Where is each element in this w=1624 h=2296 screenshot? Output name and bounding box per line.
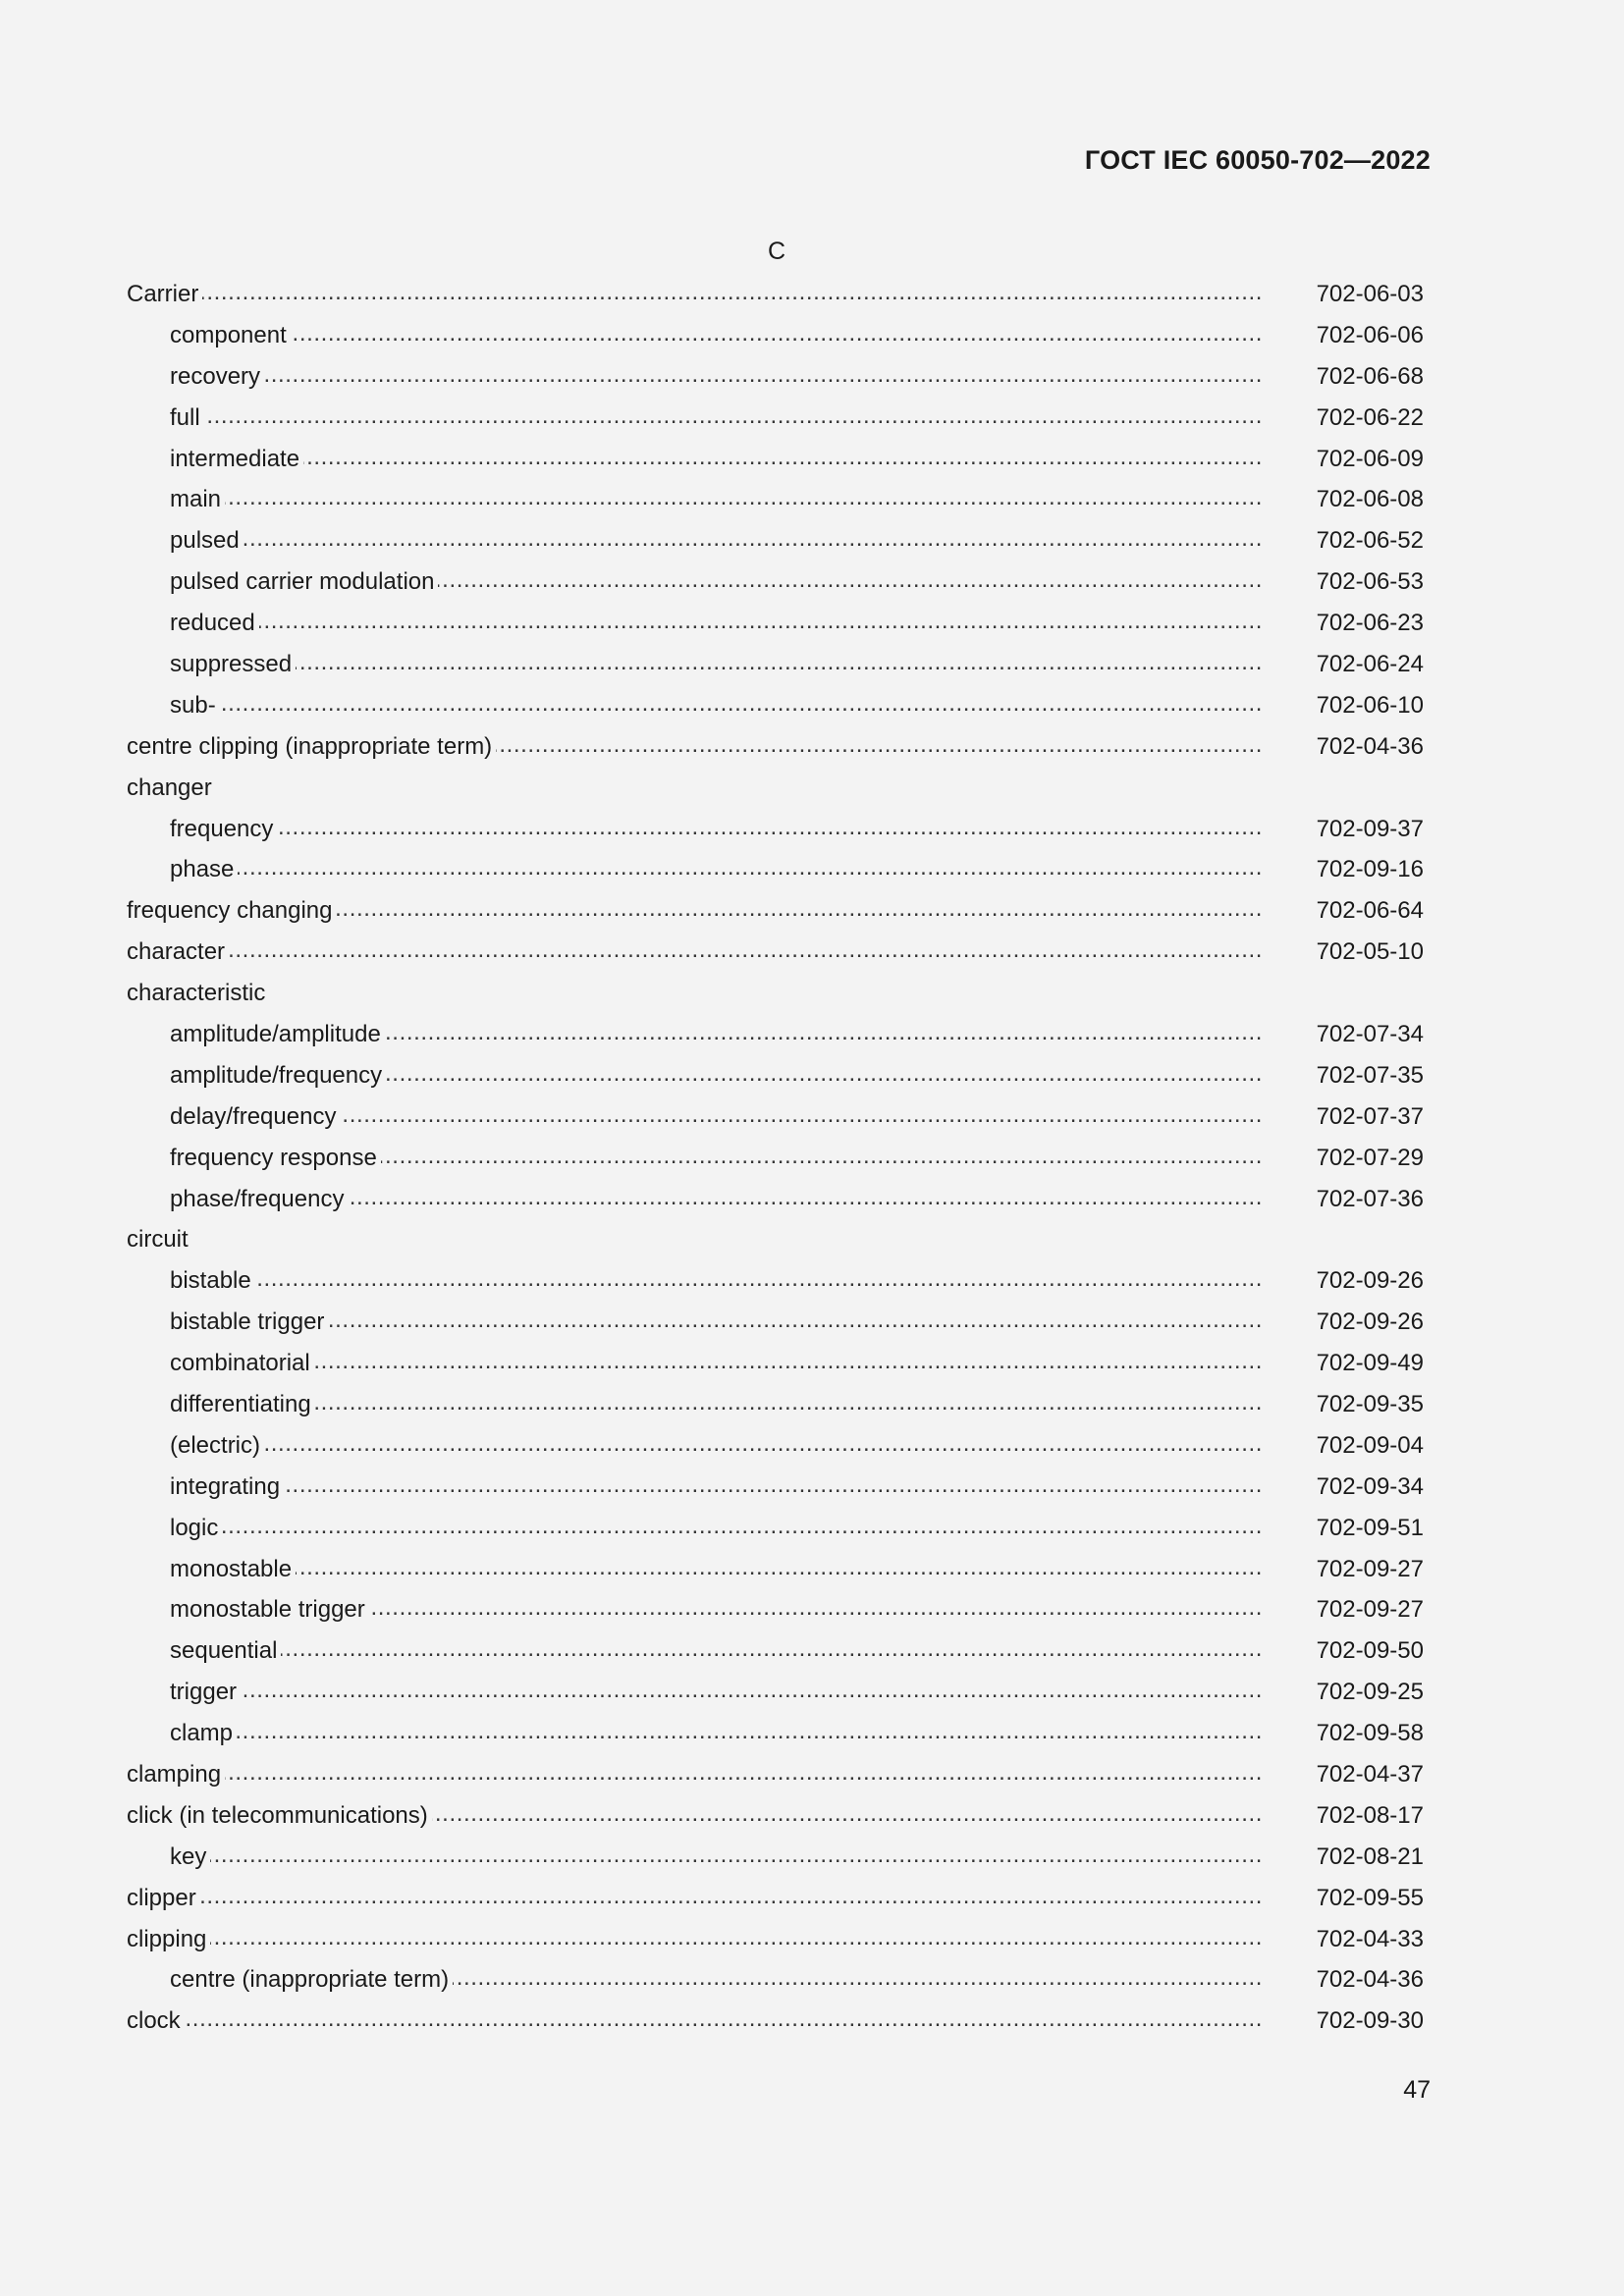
index-reference: 702-06-22 — [1316, 403, 1424, 431]
index-entry — [127, 1630, 1424, 1672]
index-entry — [127, 1014, 1424, 1055]
index-reference: 702-07-37 — [1316, 1102, 1424, 1130]
index-entry — [127, 1795, 1424, 1837]
index-entry — [127, 315, 1424, 356]
dot-leader — [202, 281, 1263, 308]
index-entry — [127, 1467, 1424, 1508]
index-entry — [127, 685, 1424, 726]
dot-leader — [496, 733, 1263, 761]
index-entry — [127, 1055, 1424, 1096]
index-entry — [127, 1919, 1424, 1960]
index-entry — [127, 1590, 1424, 1631]
dot-leader — [296, 1556, 1263, 1583]
index-entry — [127, 1754, 1424, 1795]
index-reference: 702-06-68 — [1316, 362, 1424, 390]
dot-leader — [369, 1596, 1263, 1624]
index-entry — [127, 2001, 1424, 2042]
index-term: frequency changing — [127, 897, 333, 925]
index-term: differentiating — [170, 1390, 311, 1417]
index-entry — [127, 274, 1424, 315]
index-term: component — [170, 321, 287, 348]
index-reference: 702-06-23 — [1316, 610, 1424, 637]
document-header: ГОСТ IEC 60050-702—2022 — [1084, 145, 1431, 175]
index-reference: 702-04-33 — [1316, 1925, 1424, 1952]
index-entry — [127, 768, 1424, 809]
dot-leader — [336, 897, 1263, 925]
index-reference: 702-06-06 — [1316, 321, 1424, 348]
dot-leader — [381, 1145, 1263, 1172]
index-entry — [127, 809, 1424, 850]
index-reference: 702-06-53 — [1316, 568, 1424, 596]
index-term: monostable trigger — [170, 1596, 365, 1624]
index-reference: 702-06-10 — [1316, 691, 1424, 719]
dot-leader — [284, 1473, 1263, 1501]
index-reference: 702-05-10 — [1316, 938, 1424, 966]
index-term: centre clipping (inappropriate term) — [127, 732, 493, 760]
dot-leader — [303, 446, 1263, 473]
index-term: amplitude/frequency — [170, 1061, 383, 1089]
index-entry — [127, 1960, 1424, 2002]
index-reference: 702-09-27 — [1316, 1555, 1424, 1582]
index-term: clipper — [127, 1884, 196, 1911]
dot-leader — [328, 1308, 1263, 1336]
index-entry — [127, 603, 1424, 644]
dot-leader — [315, 1391, 1263, 1418]
index-entry — [127, 1260, 1424, 1302]
index-term: intermediate — [170, 445, 300, 472]
dot-leader — [296, 651, 1263, 678]
index-entry — [127, 849, 1424, 890]
index-reference: 702-09-34 — [1316, 1472, 1424, 1500]
index-term: bistable — [170, 1267, 251, 1295]
index-term: click (in telecommunications) — [127, 1801, 428, 1829]
index-term: phase/frequency — [170, 1185, 345, 1212]
index-term: characteristic — [127, 980, 266, 1007]
index-term: monostable — [170, 1555, 293, 1582]
index-term: sub- — [170, 691, 216, 719]
index-entry — [127, 1219, 1424, 1260]
index-reference: 702-04-36 — [1316, 732, 1424, 760]
index-reference: 702-06-64 — [1316, 897, 1424, 925]
index-term: clamp — [170, 1720, 234, 1747]
dot-leader — [255, 1267, 1263, 1295]
index-entry — [127, 1837, 1424, 1878]
dot-leader — [220, 692, 1263, 720]
index-list — [127, 274, 1424, 2042]
index-entry — [127, 1508, 1424, 1549]
dot-leader — [385, 1021, 1263, 1048]
index-term: Carrier — [127, 280, 199, 307]
index-entry — [127, 1096, 1424, 1138]
index-reference: 702-09-51 — [1316, 1514, 1424, 1541]
dot-leader — [264, 363, 1263, 391]
index-reference: 702-04-37 — [1316, 1761, 1424, 1788]
index-term: reduced — [170, 610, 255, 637]
index-reference: 702-07-35 — [1316, 1061, 1424, 1089]
index-term: pulsed carrier modulation — [170, 568, 435, 596]
index-entry — [127, 1672, 1424, 1713]
index-reference: 702-06-52 — [1316, 527, 1424, 555]
index-entry — [127, 1343, 1424, 1384]
index-term: trigger — [170, 1679, 238, 1706]
index-reference: 702-07-36 — [1316, 1185, 1424, 1212]
index-entry — [127, 1384, 1424, 1425]
index-term: bistable trigger — [170, 1308, 325, 1336]
index-reference: 702-09-50 — [1316, 1637, 1424, 1665]
index-term: clamping — [127, 1761, 222, 1788]
index-term: clock — [127, 2007, 181, 2035]
dot-leader — [432, 1802, 1263, 1830]
index-reference: 702-08-21 — [1316, 1842, 1424, 1870]
index-term: circuit — [127, 1226, 189, 1254]
index-reference: 702-09-35 — [1316, 1390, 1424, 1417]
index-term: combinatorial — [170, 1350, 310, 1377]
index-entry — [127, 439, 1424, 480]
dot-leader — [244, 527, 1263, 555]
index-reference: 702-09-55 — [1316, 1884, 1424, 1911]
index-reference: 702-09-26 — [1316, 1308, 1424, 1336]
index-term: pulsed — [170, 527, 240, 555]
dot-leader — [453, 1966, 1263, 1994]
dot-leader — [204, 404, 1263, 432]
index-reference: 702-04-36 — [1316, 1966, 1424, 1994]
dot-leader — [277, 816, 1263, 843]
index-term: main — [170, 486, 222, 513]
index-reference: 702-09-27 — [1316, 1596, 1424, 1624]
index-reference: 702-09-49 — [1316, 1350, 1424, 1377]
dot-leader — [438, 568, 1263, 596]
index-reference: 702-06-03 — [1316, 280, 1424, 307]
dot-leader — [291, 322, 1263, 349]
index-term: full — [170, 403, 200, 431]
dot-leader — [225, 486, 1263, 513]
dot-leader — [314, 1350, 1263, 1377]
index-reference: 702-09-58 — [1316, 1720, 1424, 1747]
dot-leader — [238, 856, 1263, 883]
index-term: centre (inappropriate term) — [170, 1966, 450, 1994]
index-reference: 702-09-30 — [1316, 2007, 1424, 2035]
section-letter: C — [768, 238, 786, 265]
index-term: key — [170, 1842, 207, 1870]
index-entry — [127, 398, 1424, 439]
index-term: (electric) — [170, 1431, 261, 1459]
index-entry — [127, 973, 1424, 1014]
dot-leader — [210, 1843, 1263, 1871]
dot-leader — [229, 938, 1263, 966]
index-term: clipping — [127, 1925, 207, 1952]
dot-leader — [210, 1926, 1263, 1953]
index-entry — [127, 1713, 1424, 1754]
index-reference: 702-07-34 — [1316, 1020, 1424, 1047]
index-entry — [127, 890, 1424, 932]
dot-leader — [225, 1761, 1263, 1789]
dot-leader — [259, 610, 1263, 637]
index-term: changer — [127, 774, 212, 801]
index-entry — [127, 479, 1424, 520]
index-entry — [127, 561, 1424, 603]
index-reference: 702-09-26 — [1316, 1267, 1424, 1295]
index-term: phase — [170, 856, 235, 883]
index-term: delay/frequency — [170, 1102, 337, 1130]
index-entry — [127, 644, 1424, 685]
index-reference: 702-09-37 — [1316, 815, 1424, 842]
index-reference: 702-09-25 — [1316, 1679, 1424, 1706]
index-term: frequency — [170, 815, 274, 842]
dot-leader — [281, 1637, 1263, 1665]
index-reference: 702-06-24 — [1316, 650, 1424, 677]
index-reference: 702-06-08 — [1316, 486, 1424, 513]
page-number: 47 — [1403, 2076, 1431, 2104]
index-entry — [127, 1138, 1424, 1179]
index-entry — [127, 932, 1424, 973]
index-reference: 702-09-16 — [1316, 856, 1424, 883]
dot-leader — [241, 1679, 1263, 1706]
index-term: integrating — [170, 1472, 281, 1500]
dot-leader — [340, 1103, 1263, 1131]
index-term: recovery — [170, 362, 261, 390]
dot-leader — [185, 2007, 1263, 2035]
index-reference: 702-07-29 — [1316, 1144, 1424, 1171]
dot-leader — [386, 1062, 1263, 1090]
index-entry — [127, 1179, 1424, 1220]
index-term: suppressed — [170, 650, 293, 677]
index-entry — [127, 356, 1424, 398]
dot-leader — [348, 1186, 1263, 1213]
dot-leader — [264, 1432, 1263, 1460]
index-reference: 702-09-04 — [1316, 1431, 1424, 1459]
index-reference: 702-08-17 — [1316, 1801, 1424, 1829]
index-term: amplitude/amplitude — [170, 1020, 381, 1047]
index-entry — [127, 1425, 1424, 1467]
dot-leader — [200, 1885, 1263, 1912]
index-term: frequency response — [170, 1144, 377, 1171]
index-entry — [127, 1302, 1424, 1343]
index-entry — [127, 726, 1424, 768]
index-entry — [127, 520, 1424, 561]
index-term: sequential — [170, 1637, 278, 1665]
index-term: logic — [170, 1514, 219, 1541]
index-entry — [127, 1549, 1424, 1590]
dot-leader — [237, 1720, 1263, 1747]
index-reference: 702-06-09 — [1316, 445, 1424, 472]
dot-leader — [222, 1515, 1263, 1542]
index-term: character — [127, 938, 226, 966]
index-entry — [127, 1878, 1424, 1919]
